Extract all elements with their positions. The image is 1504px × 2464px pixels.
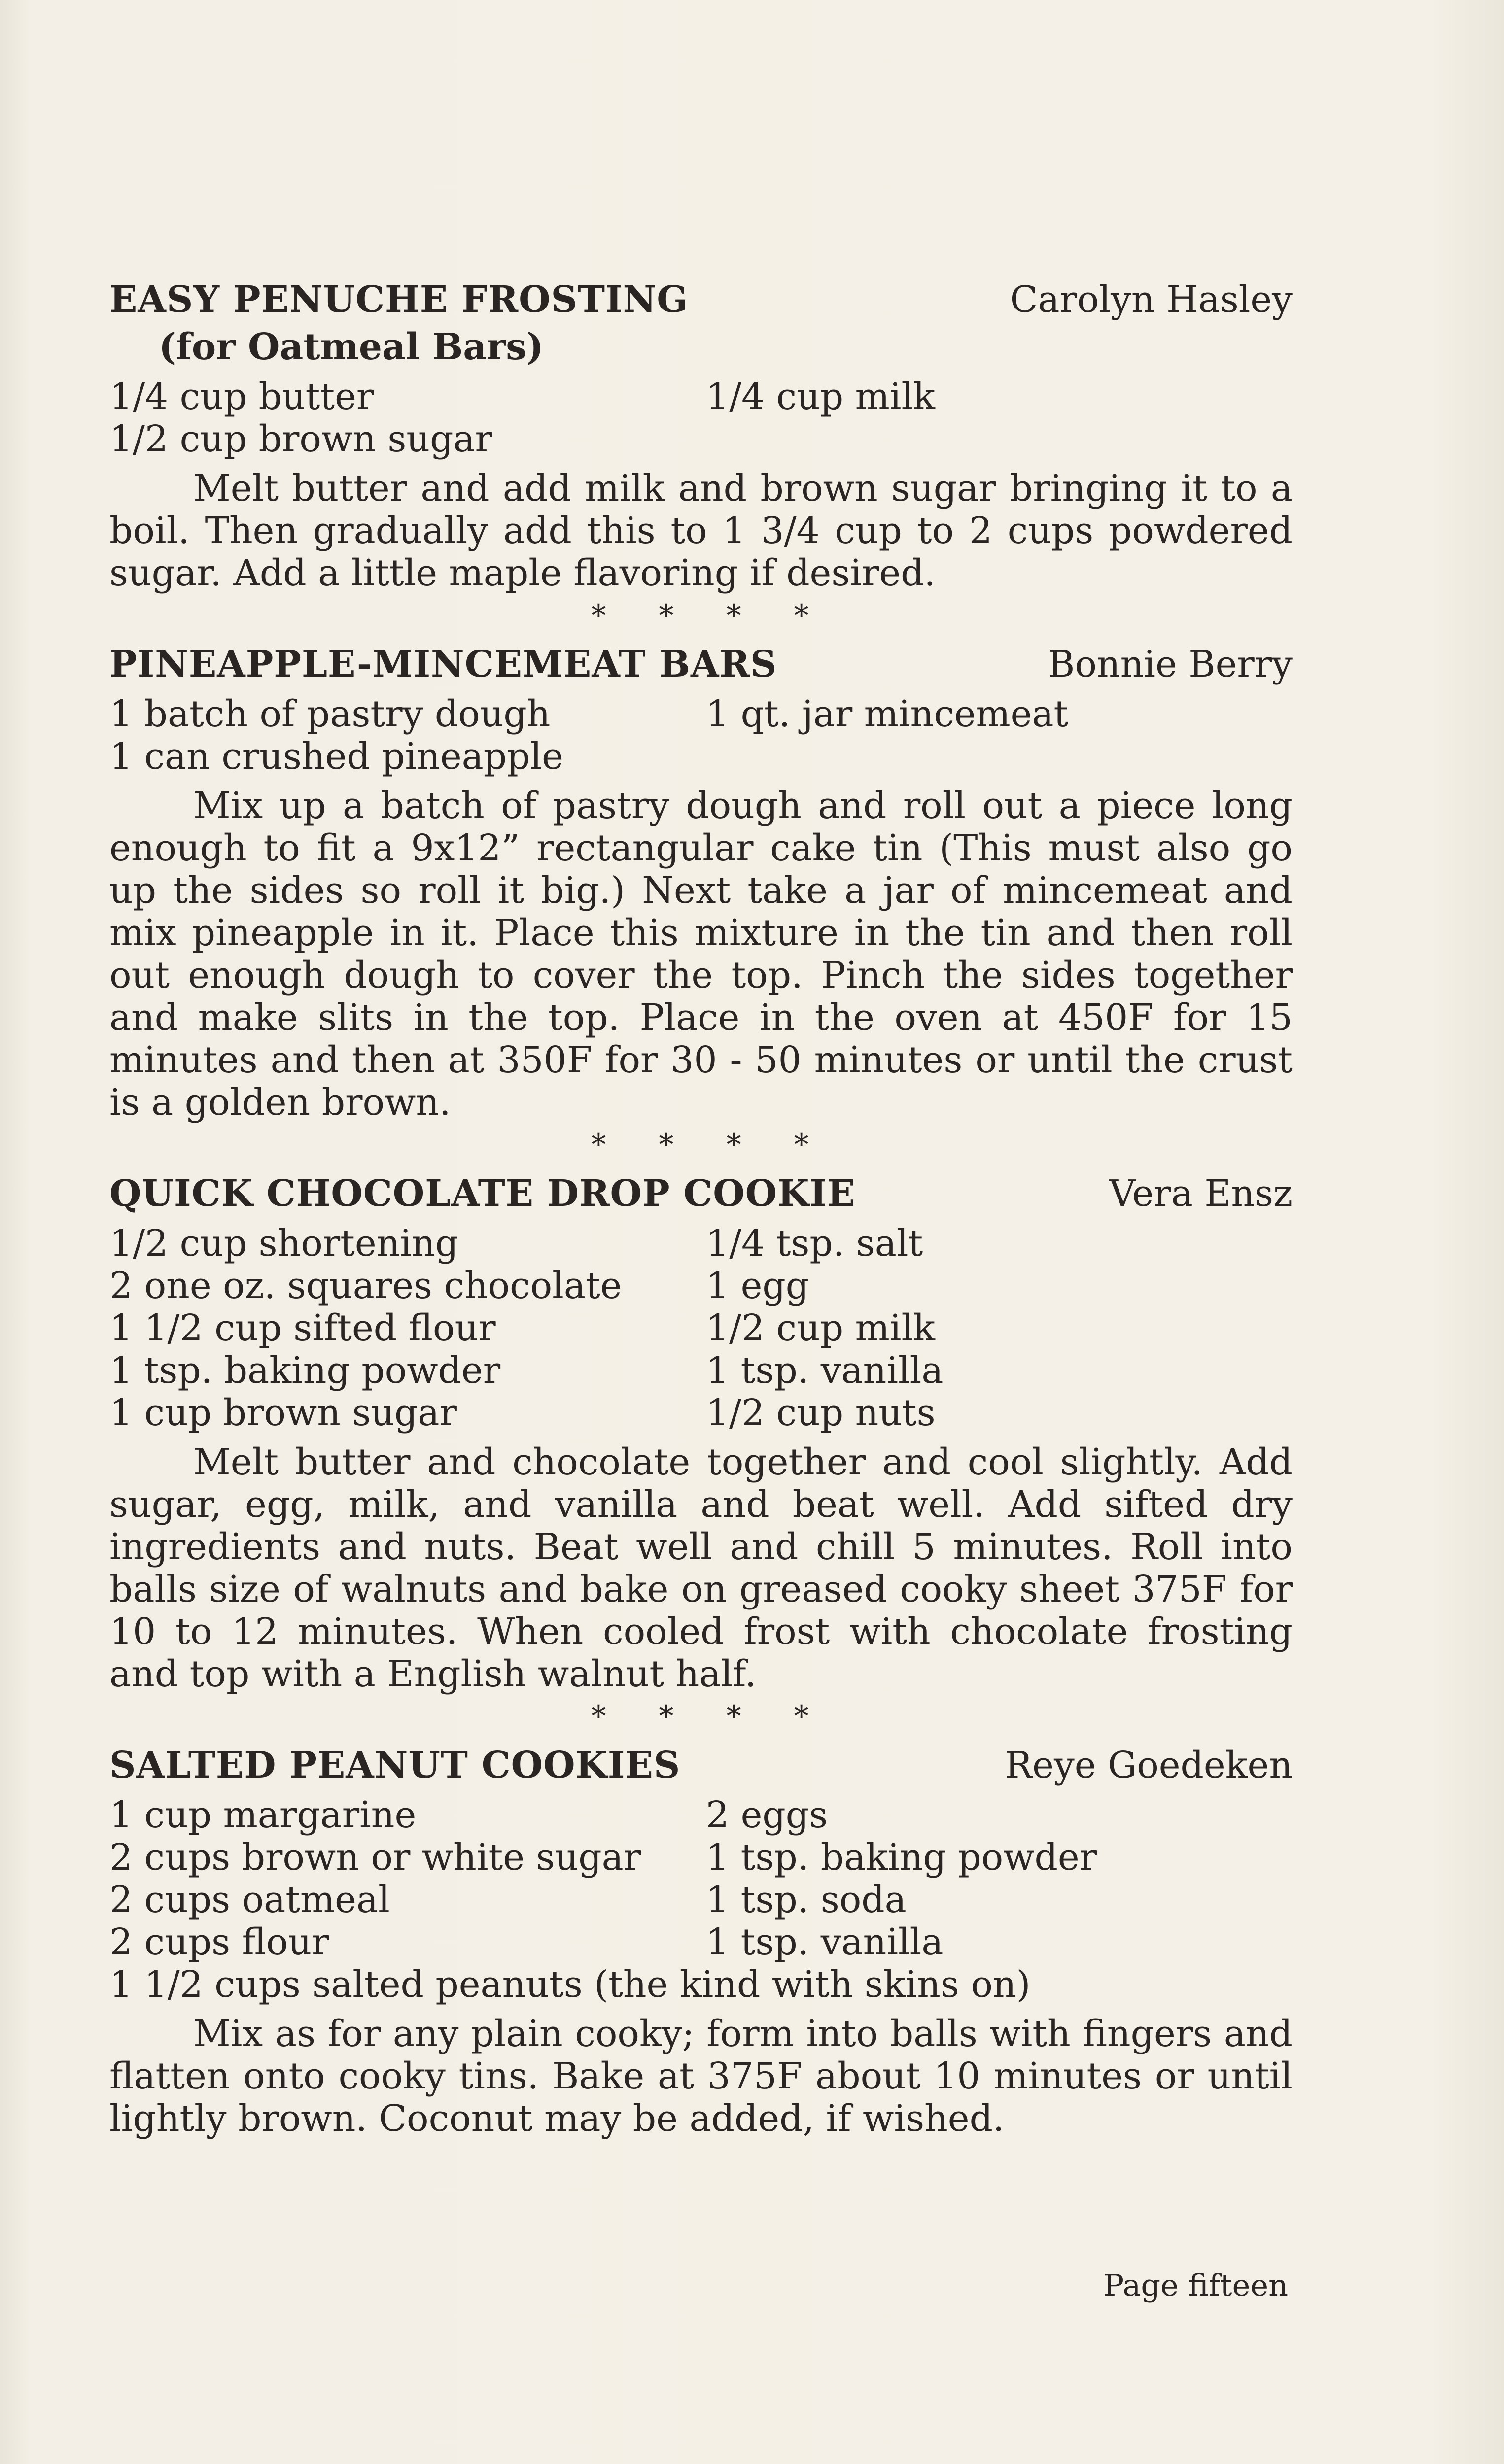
ingredient: 1 egg — [706, 1265, 809, 1307]
ingredient-row — [109, 1349, 1293, 1392]
ingredient: 1 cup brown sugar — [109, 1392, 457, 1434]
ingredient: 2 cups brown or white sugar — [109, 1836, 641, 1879]
ingredient: 1 tsp. baking powder — [109, 1349, 501, 1392]
ingredient: 1 cup margarine — [109, 1794, 417, 1836]
ingredient-row — [109, 1265, 1293, 1307]
ingredient: 1 1/2 cup sifted flour — [109, 1307, 496, 1349]
ingredient-list — [109, 1794, 1293, 2006]
ingredient-list — [109, 376, 1293, 460]
ingredient: 1/2 cup brown sugar — [109, 418, 492, 460]
ingredient-row — [109, 376, 1293, 418]
recipe-directions: Mix up a batch of pastry dough and roll out a piece long enough to fit a 9x12” rectangular cake tin (This must also go up the sides so roll it big.) Next take a jar of mincemeat and mix pineapple in it. Place this mixture in the tin and then roll out enough dough to cover the top. Pinch the sides together and make slits in the top. Place in the oven at 450F for 15 minutes and then at 350F for 30 - 50 minutes or until the crust is a golden brown. — [109, 785, 1293, 1124]
ingredient: 1/4 cup milk — [706, 376, 935, 418]
ingredient-row — [109, 693, 1293, 735]
ingredient: 2 eggs — [706, 1794, 828, 1836]
ingredient-row — [109, 735, 1293, 778]
recipe-salted-peanut-cookies — [109, 1742, 1293, 2140]
ingredient: 2 one oz. squares chocolate — [109, 1265, 622, 1307]
ingredient: 1 tsp. vanilla — [706, 1921, 944, 1963]
ingredient-row — [109, 1879, 1293, 1921]
ingredient-row — [109, 1222, 1293, 1265]
ingredient: 1/2 cup nuts — [706, 1392, 936, 1434]
recipe-pineapple-mincemeat-bars — [109, 641, 1293, 1124]
ingredient-row — [109, 1836, 1293, 1879]
ingredient: 1/4 tsp. salt — [706, 1222, 923, 1265]
recipe-directions: Melt butter and add milk and brown sugar bringing it to a boil. Then gradually add this to 1 3/4 cup to 2 cups powdered sugar. Add a little maple flavoring if desired. — [109, 467, 1293, 594]
recipe-author: Vera Ensz — [1109, 1172, 1293, 1215]
recipe-subtitle: (for Oatmeal Bars) — [159, 326, 544, 368]
page-content — [109, 276, 1293, 2140]
recipe-divider: * * * * — [591, 1128, 831, 1162]
ingredient: 1 batch of pastry dough — [109, 693, 551, 735]
recipe-header — [109, 641, 1293, 688]
ingredient-row — [109, 418, 1293, 460]
recipe-easy-penuche-frosting — [109, 276, 1293, 594]
ingredient-row — [109, 1794, 1293, 1836]
recipe-author: Bonnie Berry — [1048, 643, 1293, 685]
page-number: Page fifteen — [1103, 2267, 1288, 2303]
recipe-directions: Mix as for any plain cooky; form into balls with fingers and flatten onto cooky tins. Bake at 375F about 10 minutes or until lightly brown. Coconut may be added, if wished. — [109, 2013, 1293, 2140]
recipe-directions: Melt butter and chocolate together and cool slightly. Add sugar, egg, milk, and vanilla and beat well. Add sifted dry ingredients and nuts. Beat well and chill 5 minutes. Roll into balls size of walnuts and bake on greased cooky sheet 375F for 10 to 12 minutes. When cooled frost with chocolate frosting and top with a English walnut half. — [109, 1441, 1293, 1695]
recipe-author: Reye Goedeken — [1005, 1744, 1293, 1786]
recipe-title: PINEAPPLE-MINCEMEAT BARS — [109, 643, 777, 685]
recipe-title: SALTED PEANUT COOKIES — [109, 1744, 681, 1786]
ingredient: 1 tsp. baking powder — [706, 1836, 1097, 1879]
ingredient: 1/2 cup milk — [706, 1307, 935, 1349]
ingredient: 1/2 cup shortening — [109, 1222, 459, 1265]
ingredient: 2 cups flour — [109, 1921, 329, 1963]
ingredient: 2 cups oatmeal — [109, 1879, 390, 1921]
ingredient-list — [109, 1222, 1293, 1434]
recipe-divider: * * * * — [591, 598, 831, 633]
recipe-divider: * * * * — [591, 1699, 831, 1734]
recipe-title: QUICK CHOCOLATE DROP COOKIE — [109, 1172, 856, 1215]
recipe-header — [109, 1742, 1293, 1789]
ingredient: 1 can crushed pineapple — [109, 735, 563, 778]
recipe-header — [109, 1170, 1293, 1217]
ingredient: 1/4 cup butter — [109, 376, 374, 418]
ingredient: 1 qt. jar mincemeat — [706, 693, 1069, 735]
recipe-author: Carolyn Hasley — [1010, 278, 1293, 321]
ingredient-row — [109, 1921, 1293, 1963]
ingredient: 1 tsp. soda — [706, 1879, 907, 1921]
recipe-header — [109, 276, 1293, 323]
ingredient: 1 tsp. vanilla — [706, 1349, 944, 1392]
recipe-title: EASY PENUCHE FROSTING — [109, 278, 689, 321]
ingredient-list — [109, 693, 1293, 778]
recipe-quick-chocolate-drop-cookie — [109, 1170, 1293, 1695]
ingredient-row — [109, 1307, 1293, 1349]
ingredient-row — [109, 1392, 1293, 1434]
ingredient: 1 1/2 cups salted peanuts (the kind with skins on) — [109, 1963, 1031, 2006]
